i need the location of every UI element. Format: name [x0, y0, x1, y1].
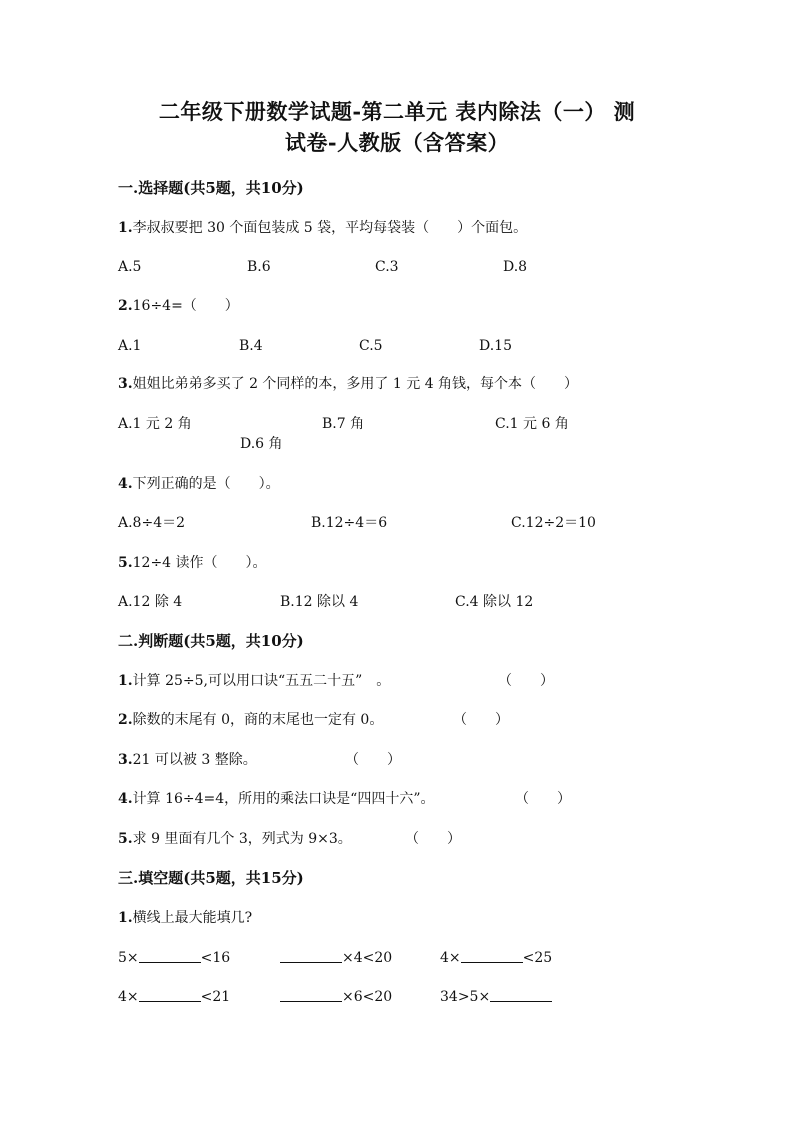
choice-option: A.12 除 4 [118, 594, 183, 610]
question-text: 姐姐比弟弟多买了 2 个同样的本，多用了 1 元 4 角钱，每个本（ ） [132, 376, 579, 392]
expr-prefix: 4× [440, 950, 461, 966]
choice-option: C.5 [359, 338, 383, 354]
expr-prefix: 4× [118, 989, 139, 1005]
choice-option: D.6 角 [240, 436, 283, 452]
blank-line[interactable] [139, 987, 201, 1002]
question-number: 5. [118, 831, 133, 847]
question-number: 1. [118, 220, 133, 236]
expr-suffix: ×6<20 [342, 989, 393, 1005]
question-number: 4. [118, 791, 133, 807]
title-line-1: 二年级下册数学试题-第二单元 表内除法（一） 测 [158, 99, 636, 124]
fill-expression [118, 987, 230, 1007]
choice-option: A.8÷4＝2 [118, 515, 186, 531]
fill-expression [440, 987, 552, 1007]
expr-prefix: 5× [118, 950, 139, 966]
expr-prefix: 34>5× [440, 989, 491, 1005]
question-text: 21 可以被 3 整除。 [132, 752, 257, 768]
question-text: 横线上最大能填几? [132, 910, 253, 926]
choice-option: D.15 [479, 338, 512, 354]
question-number: 1. [118, 673, 133, 689]
fill-question-1 [118, 908, 252, 928]
question-number: 2. [118, 298, 133, 314]
choice-option: A.1 元 2 角 [118, 416, 192, 432]
document-title [100, 96, 694, 158]
choice-option: C.4 除以 12 [455, 594, 534, 610]
blank-line[interactable] [280, 948, 342, 963]
blank-line[interactable] [139, 948, 201, 963]
choice-option: B.6 [247, 259, 271, 275]
question-text: 求 9 里面有几个 3，列式为 9×3。 [132, 831, 352, 847]
question-number: 3. [118, 376, 133, 392]
question-number: 5. [118, 555, 133, 571]
fill-expression [440, 948, 552, 968]
choice-option: C.1 元 6 角 [495, 416, 569, 432]
expr-suffix: <25 [522, 950, 553, 966]
judge-question-3 [118, 750, 257, 770]
answer-parentheses: （ ） [453, 712, 509, 728]
question-text: 12÷4 读作（ ）。 [132, 555, 267, 571]
answer-parentheses: （ ） [345, 752, 401, 768]
question-text: 除数的末尾有 0，商的末尾也一定有 0。 [132, 712, 384, 728]
choice-question-2 [118, 296, 239, 316]
choice-option: B.7 角 [322, 416, 365, 432]
judge-question-4 [118, 789, 434, 809]
fill-expression [280, 987, 392, 1007]
blank-line[interactable] [280, 987, 342, 1002]
choice-option: C.3 [375, 259, 399, 275]
fill-expression [118, 948, 230, 968]
question-number: 3. [118, 752, 133, 768]
expr-suffix: <16 [200, 950, 231, 966]
question-text: 李叔叔要把 30 个面包装成 5 袋，平均每袋装（ ）个面包。 [132, 220, 528, 236]
choice-option: B.12÷4＝6 [311, 515, 388, 531]
question-text: 下列正确的是（ ）。 [132, 476, 280, 492]
choice-option: B.4 [239, 338, 263, 354]
question-text: 计算 25÷5,可以用口诀“五五二十五” 。 [132, 673, 391, 689]
question-number: 2. [118, 712, 133, 728]
title-line-2: 试卷-人教版（含答案） [284, 130, 510, 155]
choice-question-5 [118, 553, 267, 573]
question-number: 1. [118, 910, 133, 926]
choice-option: A.1 [118, 338, 142, 354]
choice-question-1 [118, 218, 527, 238]
judge-question-2 [118, 710, 383, 730]
section-heading-choice: 一.选择题(共5题，共10分) [118, 179, 304, 197]
choice-option: B.12 除以 4 [280, 594, 359, 610]
section-heading-fill-blank: 三.填空题(共5题，共15分) [118, 869, 304, 887]
choice-question-4 [118, 474, 280, 494]
choice-option: C.12÷2＝10 [511, 515, 596, 531]
expr-suffix: <21 [200, 989, 231, 1005]
blank-line[interactable] [461, 948, 523, 963]
question-text: 计算 16÷4=4，所用的乘法口诀是“四四十六”。 [132, 791, 435, 807]
judge-question-5 [118, 829, 352, 849]
question-text: 16÷4=（ ） [132, 298, 239, 314]
answer-parentheses: （ ） [515, 791, 571, 807]
answer-parentheses: （ ） [498, 673, 554, 689]
choice-question-3 [118, 374, 578, 394]
blank-line[interactable] [490, 987, 552, 1002]
choice-option: D.8 [503, 259, 528, 275]
expr-suffix: ×4<20 [342, 950, 393, 966]
section-heading-true-false: 二.判断题(共5题，共10分) [118, 632, 304, 650]
answer-parentheses: （ ） [405, 831, 461, 847]
choice-option: A.5 [118, 259, 142, 275]
judge-question-1 [118, 671, 390, 691]
fill-expression [280, 948, 392, 968]
question-number: 4. [118, 476, 133, 492]
